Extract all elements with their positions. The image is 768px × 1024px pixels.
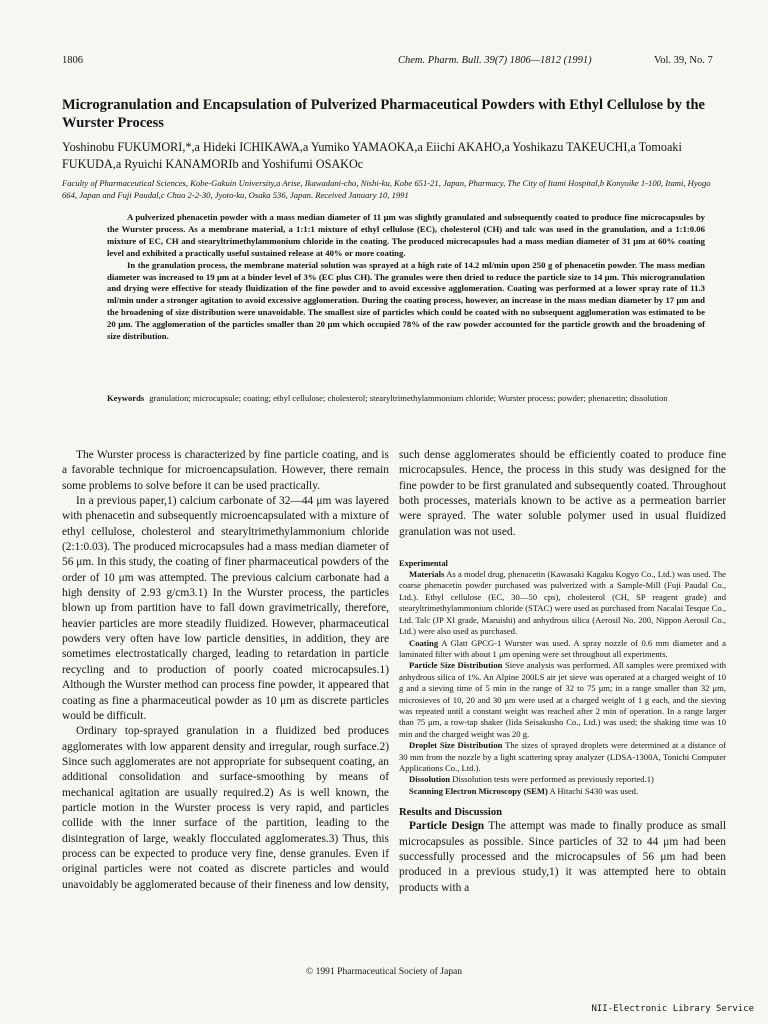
experimental-paragraph [399, 786, 726, 797]
paragraph-label: Particle Design [409, 820, 485, 833]
experimental-heading: Experimental [399, 559, 448, 569]
paragraph-label: Droplet Size Distribution [409, 740, 503, 751]
paragraph-text: As a model drug, phenacetin (Kawasaki Kagaku Kogyo Co., Ltd.) was used. The coarse phenacetin powder purchased was pulverized with a Sample-Mill (Fuji Paudal Co., Ltd.). Ethyl cellulose (EC, 30—50 cps), cholesterol (CH, SP reagent grade) and stearyltrimethylammonium chloride (STAC) were used as purchased from Nacalai Tesque Co., Ltd. Talc (JP XI grade, Maruishi) and anhydrous silica (Aerosil No. 200, Nippon Aerosil Co., Ltd.) were also used as purchased. [399, 569, 726, 637]
paragraph-text: The attempt was made to finally produce as small microcapsules as possible. Since particles of 32 to 44 μm had been successfully processed and the microcapsules of 56 μm had been produced in a previous study,1) it was attempted here to obtain products with a [399, 820, 726, 894]
abstract-paragraph: In the granulation process, the membrane material solution was sprayed at a high rate of 14.2 ml/min upon 250 g of phenacetin powder. The mass median diameter was increased to 19 μm at a binder level of 3% (EC plus CH). The granules were then dried to reduce the particle size to 14 μm. This microgranulation and drying were effective for steady fluidization of the fine powder and to avoid excessive agglomeration. Coating was performed at a lower spray rate of 11.3 ml/min under a stronger agitation to avoid excessive agglomeration. During the coating process, however, an increase in the mass median diameter by 17 μm and the broadening of size distribution were unavoidable. The smallest size of particles which could be coated with no subsequent agglomeration was estimated to be 20 μm. The agglomeration of the particles smaller than 20 μm which occupied 78% of the raw powder accounted for the particle growth and the broadening of size distribution. [107, 259, 705, 342]
left-column [62, 448, 389, 893]
abstract [107, 212, 705, 343]
body-paragraph: such dense agglomerates should be efficiently coated to produce fine microcapsules. Hence, the process in this study was designed for the fine powder to be first granulated and subsequently coated. Throughout both processes, materials known to be active as a permeation barrier were sprayed. The water soluble polymer used in usual fluidized granulation was not used. [399, 449, 726, 538]
right-column [399, 448, 726, 896]
abstract-paragraph: A pulverized phenacetin powder with a mass median diameter of 11 μm was slightly granulated and subsequently coated to produce fine microcapsules by the Wurster process. As a membrane material, a 1:1:1 mixture of ethyl cellulose (EC), cholesterol (CH) and talc was used in the granulation, and a 1:1:0.06 mixture of EC, CH and stearyltrimethylammonium chloride in the coating. The produced microcapsules had a mass median diameter of 31 μm at 60% coating level and exhibited a practically useful sustained release at 40% or more coating. [107, 212, 705, 258]
footer-watermark: NII-Electronic Library Service [591, 1004, 754, 1014]
paragraph-label: Particle Size Distribution [409, 660, 503, 671]
journal-citation: Chem. Pharm. Bull. 39(7) 1806—1812 (1991) [398, 55, 592, 66]
article-title: Microgranulation and Encapsulation of Pulverized Pharmaceutical Powders with Ethyl Cellulose by the Wurster Process [62, 97, 705, 131]
copyright-notice: © 1991 Pharmaceutical Society of Japan [305, 966, 463, 977]
body-paragraph: In a previous paper,1) calcium carbonate of 32—44 μm was layered with phenacetin and subsequently microencapsulated with a mixture of ethyl cellulose, cholesterol and stearyltrimethylammonium chloride (2:1:0.03). The produced microcapsules had a mass median diameter of 56 μm. In this study, the coating of finer pharmaceutical powders of the order of 10 μm was attempted. The previous calcium carbonate had a high density of 2.93 g/cm3.1) In the Wurster process, the particles blown up from partition have to fall down gravimetrically, therefore, heavier particles are more steadily fluidized. However, pharmaceutical powders very often have low particle densities, in addition, they are sometimes electrostatically charged, leading to retardation in particle recycling and to production of poorly coated microcapsules.1) Although the Wurster method can process fine powder, it appeared that coating as fine a pharmaceutical powder as 10 μm as discrete particles would be difficult. [62, 495, 389, 722]
paragraph-label: Dissolution [409, 774, 451, 785]
keywords-text: granulation; microcapsule; coating; ethyl cellulose; cholesterol; stearyltrimethylammonium chloride; Wurster process; powder; phenacetin; dissolution [149, 393, 668, 403]
experimental-paragraph [399, 660, 726, 740]
volume-number: Vol. 39, No. 7 [654, 55, 713, 66]
paragraph-text: The sizes of sprayed droplets were determined at a distance of 30 mm from the nozzle by a light scattering spray analyzer (LDSA-1300A, Tonichi Computer Applications Co., Ltd.). [399, 740, 726, 773]
experimental-paragraph [399, 774, 726, 785]
results-heading: Results and Discussion [399, 807, 503, 819]
experimental-paragraph [399, 569, 726, 637]
paragraph-text: A Glatt GPCG-1 Wurster was used. A spray nozzle of 0.6 mm diameter and a laminated filter with about 1 μm opening were set throughout all experiments. [399, 637, 726, 659]
experimental-paragraph [399, 638, 726, 661]
paragraph-label: Materials [409, 569, 445, 580]
paragraph-label: Coating [409, 637, 439, 648]
results-paragraph [399, 819, 726, 896]
keywords [107, 393, 722, 405]
body-paragraph: The Wurster process is characterized by fine particle coating, and is a favorable technique for microencapsulation. However, there remain some problems to solve before it can be used practically. [62, 449, 389, 492]
author-list: Yoshinobu FUKUMORI,*,a Hideki ICHIKAWA,a Yumiko YAMAOKA,a Eiichi AKAHO,a Yoshikazu TAKEUCHI,a Tomoaki FUKUDA,a Ryuichi KANAMORIb and Yoshifumi OSAKOc [62, 140, 682, 171]
paragraph-text: Sieve analysis was performed. All samples were premixed with anhydrous silica of 1%. An Alpine 200LS air jet sieve was operated at a charged weight of 10 g and a sieving time of 5 min in the range of 32 to 75 μm; in a range smaller than 32 μm, microsieves of 10, 20 and 30 μm were used at a charged weight of 1 g each, and the sieving was repeated until a constant weight was reached after 2 min of operation. In a range larger than 75 μm, a row-tap shaker (Iida Seisakusho Co., Ltd.) was used; the shaking time was 10 min and the charged weight was 20 g. [399, 660, 727, 739]
body-paragraph: Ordinary top-sprayed granulation in a fluidized bed produces agglomerates with low apparent density and irregular, rough surface.2) Since such agglomerates are not appropriate for subsequent coating, an additional consolidation and surface-smoothing by means of mechanical agitation are usually required.2) As is well known, the particle motion in the Wurster process is very rapid, and particles collide with the inner surface of the partition, leading to the disintegration of large, weakly flocculated agglomerates.3) Thus, this process can be expected to produce very fine, dense granules. Even if original particles were not coated as discrete particles and would unavoidably be agglomerated because of their fineness and low density, [62, 725, 389, 891]
paragraph-text: A Hitachi S430 was used. [549, 785, 639, 796]
page-number: 1806 [62, 55, 83, 66]
experimental-paragraph [399, 740, 726, 774]
paragraph-text: Dissolution tests were performed as previously reported.1) [452, 774, 654, 785]
keywords-label: Keywords [107, 393, 145, 403]
paragraph-label: Scanning Electron Microscopy (SEM) [409, 785, 548, 796]
affiliations: Faculty of Pharmaceutical Sciences, Kobe-Gakuin University,a Arise, Ikawadani-cho, Nishi-ku, Kobe 651-21, Japan, Pharmacy, The City of Itami Hospital,b Konyoike 1-100, Itami, Hyogo 664, Japan and Fuji Paudal,c Chuo 2-2-30, Jyoto-ku, Osaka 536, Japan. Received January 10, 1991 [62, 178, 711, 200]
